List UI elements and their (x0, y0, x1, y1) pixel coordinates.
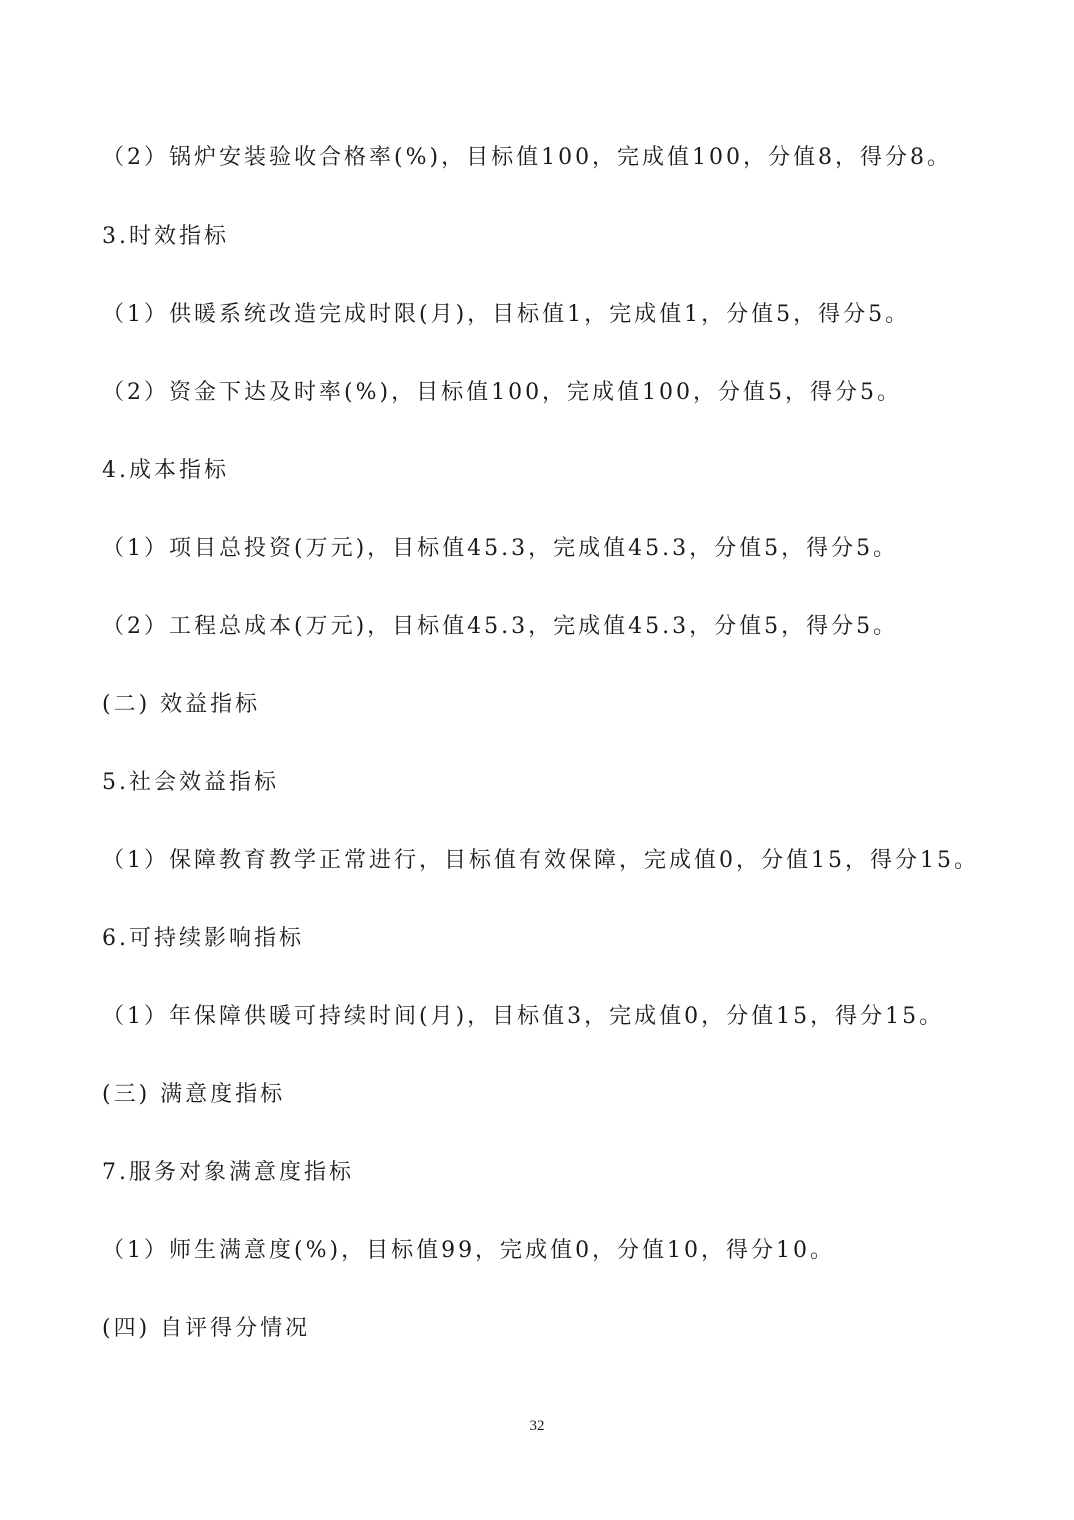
indicator-total-project-cost: （2）工程总成本(万元)，目标值45.3，完成值45.3，分值5，得分5。 (102, 614, 899, 639)
heading-social-benefit-indicators: 5.社会效益指标 (102, 770, 279, 795)
indicator-total-investment: （1）项目总投资(万元)，目标值45.3，完成值45.3，分值5，得分5。 (102, 536, 899, 561)
heading-cost-indicators: 4.成本指标 (102, 458, 229, 483)
indicator-fund-release-rate: （2）资金下达及时率(%)，目标值100，完成值100，分值5，得分5。 (102, 380, 903, 405)
indicator-teaching-assurance: （1）保障教育教学正常进行，目标值有效保障，完成值0，分值15，得分15。 (102, 848, 979, 873)
heading-timeliness-indicators: 3.时效指标 (102, 224, 229, 249)
section-benefit-indicators: (二) 效益指标 (102, 692, 261, 717)
heading-service-satisfaction-indicators: 7.服务对象满意度指标 (102, 1160, 354, 1185)
section-self-evaluation-score: (四) 自评得分情况 (102, 1316, 311, 1341)
indicator-heating-sustainability-time: （1）年保障供暖可持续时间(月)，目标值3，完成值0，分值15，得分15。 (102, 1004, 945, 1029)
page-number: 32 (529, 1418, 545, 1434)
indicator-teacher-student-satisfaction: （1）师生满意度(%)，目标值99，完成值0，分值10，得分10。 (102, 1238, 836, 1263)
heading-sustainability-indicators: 6.可持续影响指标 (102, 926, 304, 951)
indicator-boiler-acceptance-rate: （2）锅炉安装验收合格率(%)，目标值100，完成值100，分值8，得分8。 (102, 145, 953, 170)
section-satisfaction-indicators: (三) 满意度指标 (102, 1082, 286, 1107)
indicator-heating-retrofit-deadline: （1）供暖系统改造完成时限(月)，目标值1，完成值1，分值5，得分5。 (102, 302, 911, 327)
